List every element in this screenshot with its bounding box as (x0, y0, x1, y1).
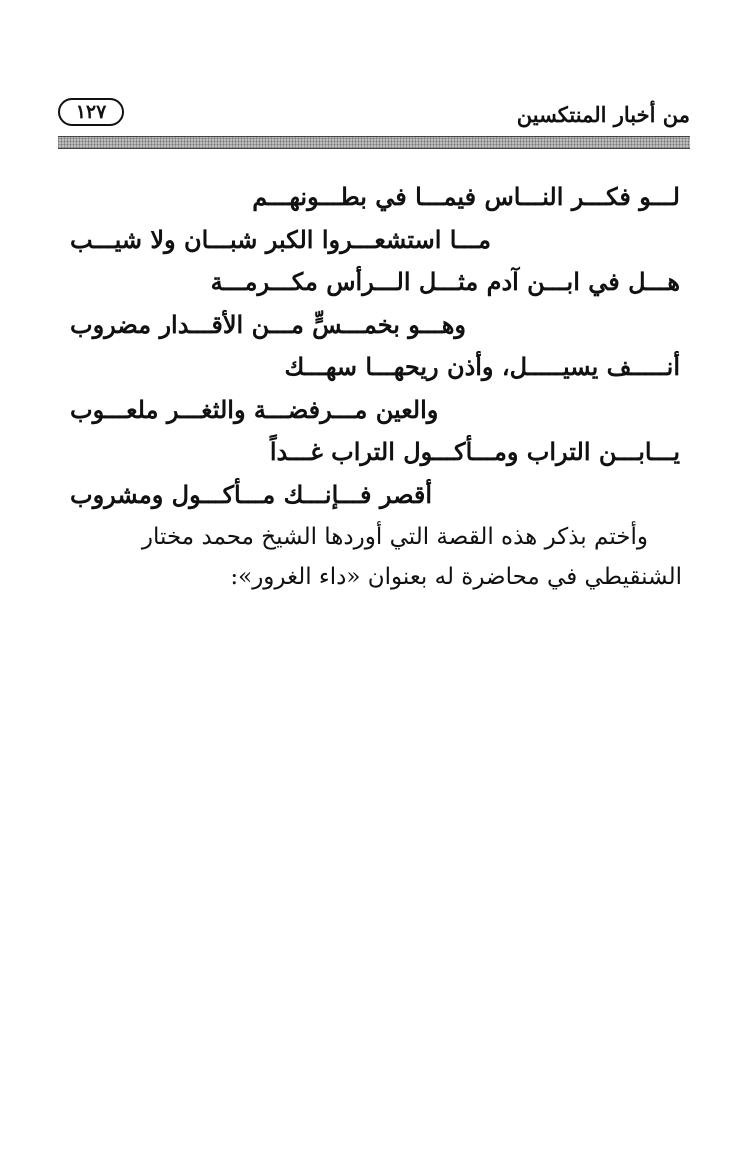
poem-line: أنـــــف يسيـــــل، وأذن ريحهـــا سهـــك (284, 352, 680, 381)
poem-line: مـــا استشعـــروا الكبر شبـــان ولا شيـــب (70, 224, 492, 254)
poem-line: يـــابـــن التراب ومـــأكـــول التراب غـــداً (269, 437, 680, 466)
poem (62, 176, 690, 516)
prose-paragraph (62, 517, 682, 597)
page-number: ١٢٧ (58, 98, 124, 126)
page-header (58, 98, 690, 134)
prose-line: الشنقيطي في محاضرة له بعنوان «داء الغرور»: (230, 564, 682, 590)
poem-line: وهـــو بخمـــسٍّ مـــن الأقـــدار مضروب (70, 309, 466, 339)
running-head: من أخبار المنتكسين (516, 102, 690, 127)
header-rule (58, 136, 690, 149)
poem-line: والعين مـــرفضـــة والثغـــر ملعـــوب (70, 394, 439, 424)
poem-line: لـــو فكـــر النـــاس فيمـــا في بطـــونهـــم (252, 182, 680, 211)
poem-line: هـــل في ابـــن آدم مثـــل الـــرأس مكـــرمـــة (210, 267, 680, 296)
poem-line: أقصر فـــإنـــك مـــأكـــول ومشروب (70, 479, 433, 509)
prose-line: وأختم بذكر هذه القصة التي أوردها الشيخ محمد مختار (141, 524, 648, 550)
